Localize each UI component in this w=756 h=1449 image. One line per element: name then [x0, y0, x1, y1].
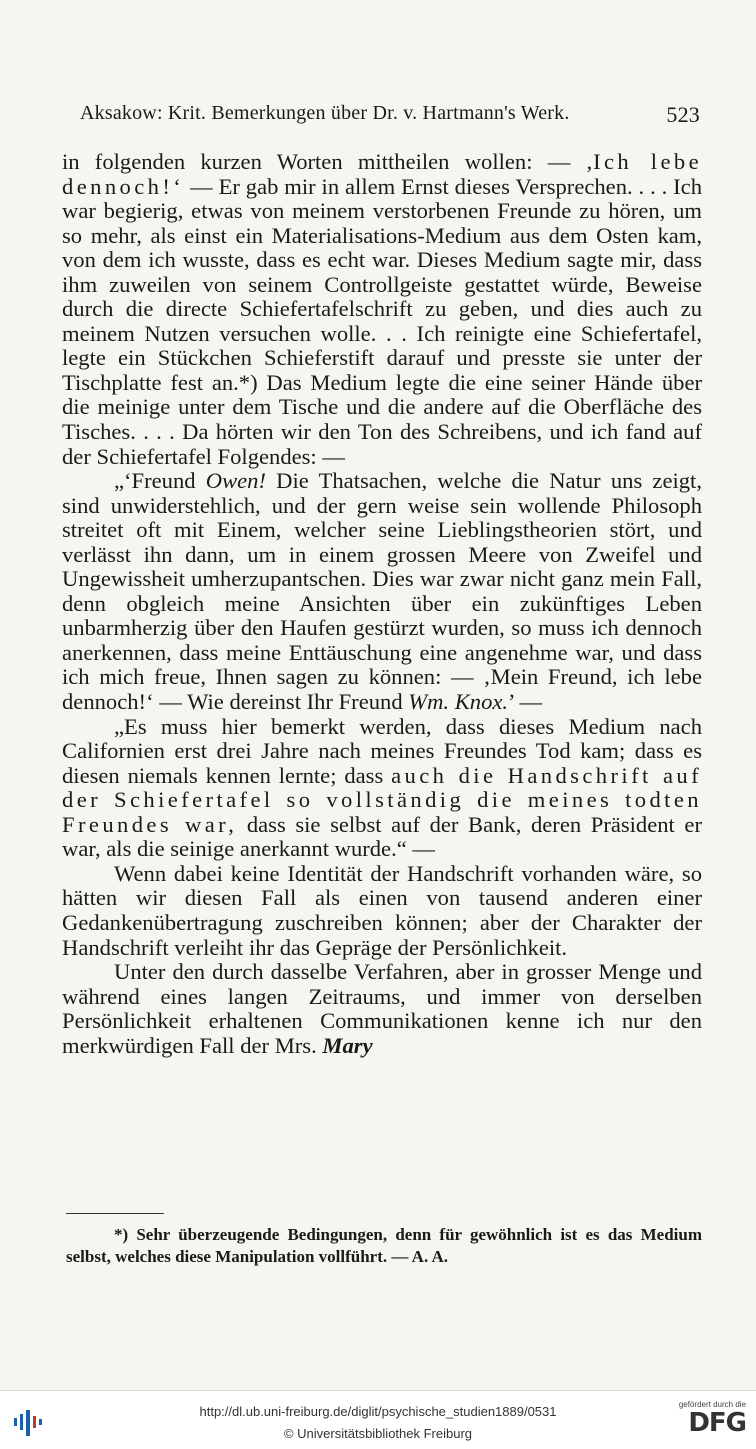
- body-text: [62, 150, 702, 1058]
- paragraph-5: [62, 960, 702, 1058]
- source-url-link[interactable]: http://dl.ub.uni-freiburg.de/diglit/psychische_studien1889/0531: [199, 1404, 557, 1419]
- paragraph-2-end: ’ —: [508, 689, 543, 715]
- paragraph-1: [62, 150, 702, 469]
- dfg-logo: [662, 1400, 746, 1444]
- paragraph-2-start: „‘Freund: [114, 468, 206, 494]
- running-title: Aksakow: Krit. Bemerkungen über Dr. v. Hartmann's Werk.: [80, 102, 570, 124]
- spaced-emphasis: auch die Handschrift auf der Schiefertafel so vollständig die meines todten Freundes war,: [62, 762, 702, 837]
- page-number: 523: [666, 102, 700, 127]
- spaced-quote: Ich lebe dennoch!‘: [62, 149, 702, 199]
- footnote-rule: [66, 1213, 164, 1214]
- copyright-notice: © Universitätsbibliothek Freiburg: [283, 1426, 473, 1441]
- paragraph-3: [62, 715, 702, 862]
- dfg-caption: gefördert durch die: [678, 1400, 746, 1409]
- footnote-text: *) Sehr überzeugende Bedingungen, denn für gewöhnlich ist es das Medium selbst, welches diese Manipulation vollführt. — A. A.: [66, 1225, 702, 1266]
- paragraph-1-rest: — Er gab mir in allem Ernst dieses Versprechen. . . . Ich war begierig, etwas von meinem verstorbenen Freunde zu hören, um so mehr, als einst ein Materialisations-Medium aus dem Osten kam, von dem ich wusste, dass es echt war. Dieses Medium sagte mir, dass ihm zuweilen von seinem Controllgeiste gestattet würde, Beweise durch die directe Schiefertafelschrift zu geben, und dies auch zu meinem Nutzen versuchen wolle. . . Ich reinigte eine Schiefertafel, legte ein Stückchen Schieferstift darauf und presste sie unter der Tischplatte fest an.*) Das Medium legte die eine seiner Hände über die meinige unter dem Tische und die andere auf die Oberfläche des Tisches. . . . Da hörten wir den Ton des Schreibens, und ich fand auf der Schiefertafel Folgendes: —: [62, 173, 702, 469]
- paragraph-2: [62, 469, 702, 714]
- dfg-wordmark: DFG: [688, 1408, 746, 1438]
- footnote: [66, 1224, 702, 1268]
- name-knox: Wm. Knox.: [408, 689, 509, 715]
- paragraph-3-start: „Es muss hier bemerkt werden, dass dieses Medium nach Californien erst drei Jahre nach meines Freundes Tod kam; dass es diesen niemals kennen lernte; dass: [62, 713, 702, 788]
- name-owen: Owen!: [205, 468, 266, 494]
- paragraph-2-middle: Die Thatsachen, welche die Natur uns zeigt, sind unwiderstehlich, und der gern weise sein wollende Philosoph streitet oft mit Einem, welcher seine Lieblingstheorien stört, und verlässt ihn dann, um in einem grossen Meere von Zweifel und Ungewissheit umherzupantschen. Dies war zwar nicht ganz mein Fall, denn obgleich meine Ansichten über ein zukünftiges Leben unbarmherzig über den Haufen gestürzt wurden, so muss ich dennoch anerkennen, dass meine Enttäuschung eine angenehme war, und dass ich mich freue, Ihnen sagen zu können: — ‚Mein Freund, ich lebe dennoch!‘ — Wie dereinst Ihr Freund: [62, 468, 702, 715]
- paragraph-4: Wenn dabei keine Identität der Handschrift vorhanden wäre, so hätten wir diesen Fall als einen von tausend anderen einer Gedankenübertragung zuschreiben können; aber der Charakter der Handschrift verleiht ihr das Gepräge der Persönlichkeit.: [62, 860, 702, 960]
- name-mary: Mary: [322, 1032, 373, 1058]
- running-header: [80, 102, 700, 128]
- paragraph-1-start: in folgenden kurzen Worten mittheilen wollen: — ‚: [62, 149, 594, 174]
- paragraph-5-start: Unter den durch dasselbe Verfahren, aber in grosser Menge und während eines langen Zeitraums, und immer von derselben Persönlichkeit erhaltenen Communikationen kenne ich nur den merkwürdigen Fall der Mrs.: [62, 959, 702, 1058]
- paragraph-3-end: dass sie selbst auf der Bank, deren Präsident er war, als die seinige anerkannt wurde.“ —: [62, 811, 702, 862]
